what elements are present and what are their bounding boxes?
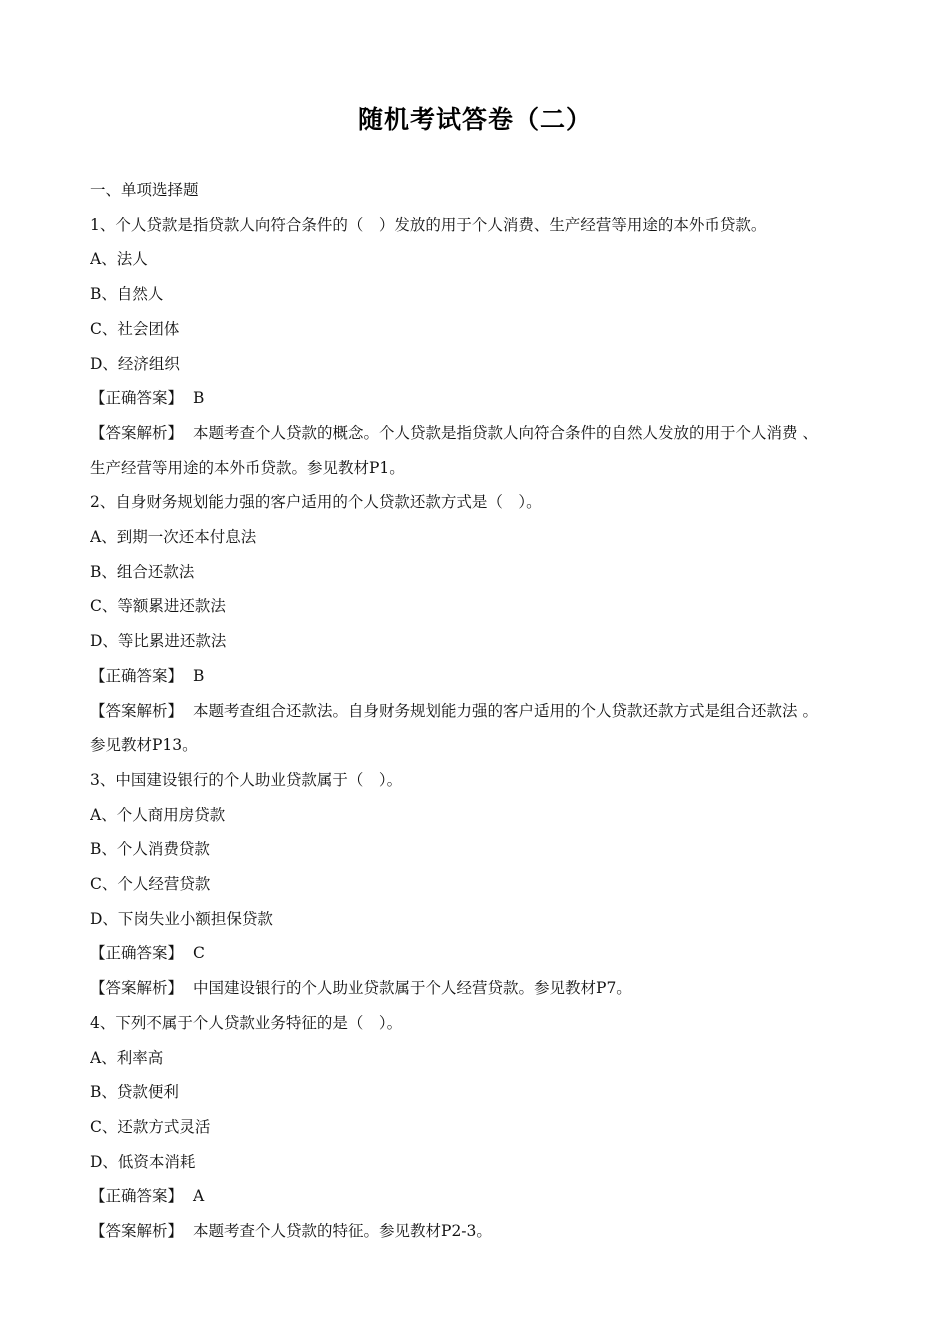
analysis-label: 【答案解析】 (90, 701, 184, 720)
correct-answer-row (90, 1179, 880, 1214)
option: C、还款方式灵活 (90, 1117, 211, 1136)
option: B、组合还款法 (90, 562, 195, 581)
option: C、社会团体 (90, 319, 180, 338)
option: D、下岗失业小额担保贷款 (90, 909, 273, 928)
option: B、个人消费贷款 (90, 840, 210, 859)
analysis-text: 中国建设银行的个人助业贷款属于个人经营贷款。参见教材P7。 (193, 979, 632, 998)
page-title: 随机考试答卷（二） (357, 105, 592, 134)
option: D、经济组织 (90, 354, 180, 373)
section-heading: 一、单项选择题 (90, 181, 199, 199)
analysis-continuation: 参见教材P13。 (90, 736, 198, 755)
analysis-row (90, 694, 880, 729)
analysis-row (90, 416, 880, 451)
correct-answer-row (90, 936, 880, 971)
analysis-row (90, 971, 880, 1006)
question-block (90, 485, 880, 763)
analysis-label: 【答案解析】 (90, 423, 184, 442)
question-stem: 1、个人贷款是指贷款人向符合条件的（ ）发放的用于个人消费、生产经营等用途的本外币贷款。 (90, 215, 767, 234)
correct-answer-label: 【正确答案】 (90, 1187, 184, 1206)
question-block (90, 763, 880, 1006)
question-stem: 3、中国建设银行的个人助业贷款属于（ ）。 (90, 770, 403, 789)
correct-answer-row (90, 381, 880, 416)
option: D、等比累进还款法 (90, 632, 227, 651)
option: C、等额累进还款法 (90, 597, 226, 616)
option: A、利率高 (90, 1048, 164, 1067)
option: B、自然人 (90, 285, 164, 304)
analysis-text: 本题考查个人贷款的概念。个人贷款是指贷款人向符合条件的自然人发放的用于个人消费 、 (193, 423, 818, 442)
question-stem: 2、自身财务规划能力强的客户适用的个人贷款还款方式是（ ）。 (90, 493, 542, 512)
option: A、个人商用房贷款 (90, 805, 226, 824)
analysis-label: 【答案解析】 (90, 1222, 184, 1241)
analysis-continuation: 生产经营等用途的本外币贷款。参见教材P1。 (90, 458, 405, 477)
correct-answer-label: 【正确答案】 (90, 944, 184, 963)
correct-answer-value: B (193, 389, 205, 408)
option: A、法人 (90, 250, 148, 269)
analysis-text: 本题考查个人贷款的特征。参见教材P2-3。 (193, 1222, 492, 1241)
correct-answer-value: A (193, 1187, 205, 1206)
analysis-label: 【答案解析】 (90, 979, 184, 998)
correct-answer-label: 【正确答案】 (90, 666, 184, 685)
correct-answer-value: C (193, 944, 205, 963)
correct-answer-value: B (193, 666, 205, 685)
correct-answer-row (90, 659, 880, 694)
analysis-text: 本题考查组合还款法。自身财务规划能力强的客户适用的个人贷款还款方式是组合还款法 。 (193, 701, 818, 720)
option: C、个人经营贷款 (90, 875, 211, 894)
option: D、低资本消耗 (90, 1152, 196, 1171)
question-block (90, 1006, 880, 1249)
option: A、到期一次还本付息法 (90, 528, 257, 547)
question-stem: 4、下列不属于个人贷款业务特征的是（ ）。 (90, 1013, 403, 1032)
correct-answer-label: 【正确答案】 (90, 389, 184, 408)
exam-content (90, 173, 880, 1249)
question-block (90, 208, 880, 486)
option: B、贷款便利 (90, 1083, 179, 1102)
analysis-row (90, 1214, 880, 1249)
